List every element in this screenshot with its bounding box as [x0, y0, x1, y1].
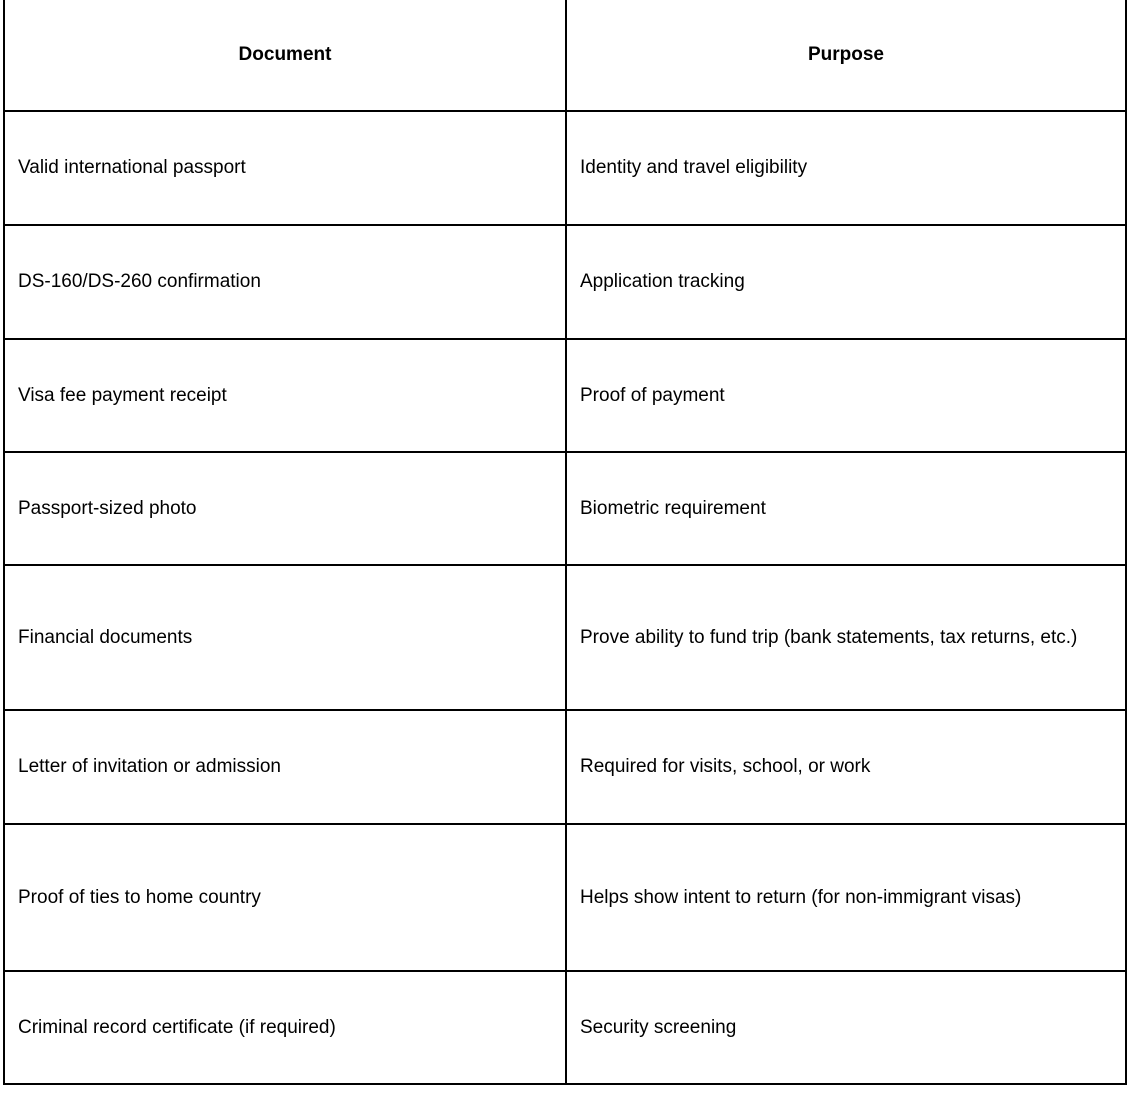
- table-row: [4, 111, 1126, 225]
- document-cell: Passport-sized photo: [4, 452, 566, 565]
- purpose-cell: Identity and travel eligibility: [566, 111, 1126, 225]
- purpose-cell: Helps show intent to return (for non-immigrant visas): [566, 824, 1126, 971]
- table-row: [4, 452, 1126, 565]
- document-cell: Visa fee payment receipt: [4, 339, 566, 452]
- purpose-cell: Required for visits, school, or work: [566, 710, 1126, 824]
- document-cell: Proof of ties to home country: [4, 824, 566, 971]
- document-cell: Letter of invitation or admission: [4, 710, 566, 824]
- table-row: [4, 710, 1126, 824]
- table-row: [4, 971, 1126, 1084]
- documents-purpose-table: [3, 0, 1127, 1085]
- purpose-cell: Security screening: [566, 971, 1126, 1084]
- document-cell: DS-160/DS-260 confirmation: [4, 225, 566, 339]
- header-row: [4, 0, 1126, 111]
- purpose-cell: Proof of payment: [566, 339, 1126, 452]
- header-cell-purpose: Purpose: [566, 0, 1126, 111]
- purpose-cell: Application tracking: [566, 225, 1126, 339]
- table-header: [4, 0, 1126, 111]
- table-row: [4, 339, 1126, 452]
- table-body: [4, 111, 1126, 1084]
- document-cell: Valid international passport: [4, 111, 566, 225]
- header-cell-document: Document: [4, 0, 566, 111]
- document-cell: Financial documents: [4, 565, 566, 710]
- purpose-cell: Prove ability to fund trip (bank statements, tax returns, etc.): [566, 565, 1126, 710]
- document-cell: Criminal record certificate (if required): [4, 971, 566, 1084]
- table-row: [4, 225, 1126, 339]
- table-row: [4, 824, 1126, 971]
- purpose-cell: Biometric requirement: [566, 452, 1126, 565]
- table-row: [4, 565, 1126, 710]
